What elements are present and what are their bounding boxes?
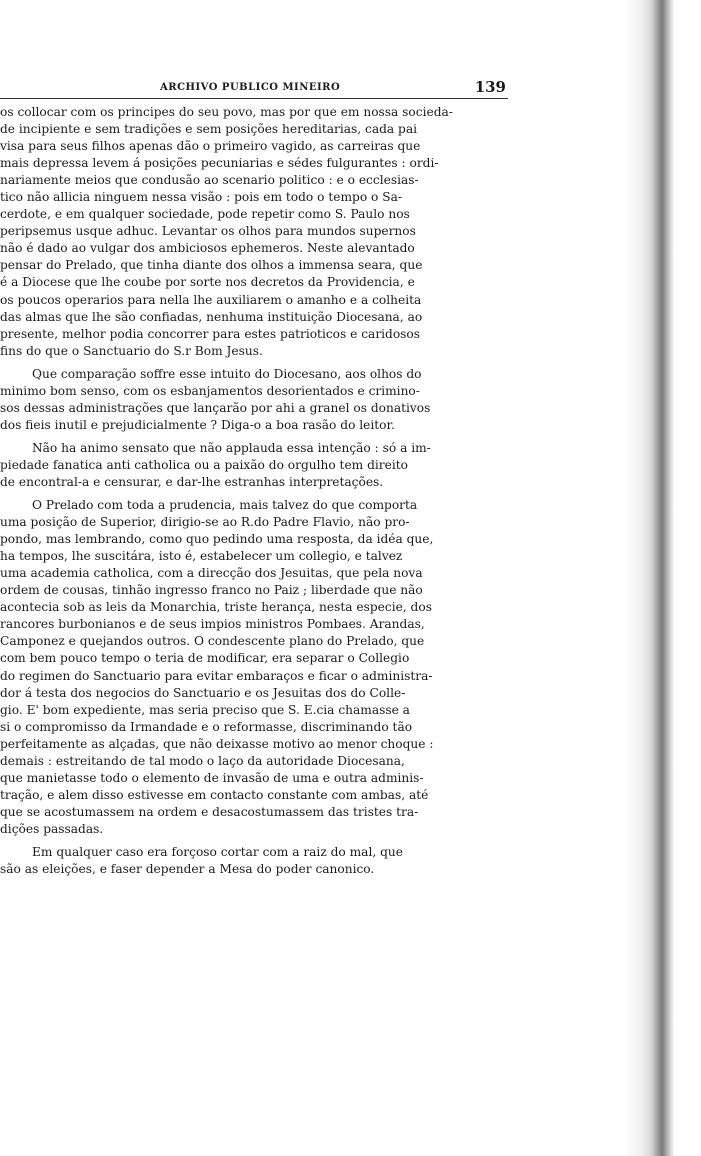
text-line: é a Diocese que lhe coube por sorte nos decretos da Providencia, e [0,275,415,290]
running-title: ARCHIVO PUBLICO MINEIRO [160,82,341,93]
paragraph [0,366,508,434]
text-line: uma posição de Superior, dirigio-se ao R.do Padre Flavio, não pro- [0,515,410,530]
text-line: Em qualquer caso era forçoso cortar com a raiz do mal, que [32,844,403,859]
text-line: gio. E' bom expediente, mas seria preciso que S. E.cia chamasse a [0,702,410,717]
text-line: sos dessas administrações que lançarão por ahi a granel os donativos [0,400,431,415]
text-line: fins do que o Sanctuario do S.r Bom Jesus. [0,343,263,358]
text-line: que se acostumassem na ordem e desacostumassem das tristes tra- [0,804,419,819]
paragraph [0,497,508,838]
text-line: Não ha animo sensato que não applauda essa intenção : só a im- [32,440,431,455]
text-line: presente, melhor podia concorrer para estes patrioticos e caridosos [0,326,421,341]
page-header [0,78,508,100]
text-line: ordem de cousas, tinhão ingresso franco no Paiz ; liberdade que não [0,583,423,598]
text-line: minimo bom senso, com os esbanjamentos desorientados e crimino- [0,383,420,398]
text-line: Camponez e quejandos outros. O condescente plano do Prelado, que [0,634,425,649]
text-line: dições passadas. [0,821,104,836]
body-text [0,104,508,878]
text-line: peripsemus usque adhuc. Levantar os olhos para mundos supernos [0,224,416,239]
page-number: 139 [474,78,506,96]
text-line: tico não allicia ninguem nessa visão : pois em todo o tempo o Sa- [0,190,402,205]
text-line: de encontral-a e censurar, e dar-lhe estranhas interpretações. [0,474,384,489]
text-line: de incipiente e sem tradições e sem posições hereditarias, cada pai [0,122,418,137]
text-line: si o compromisso da Irmandade e o reformasse, discriminando tão [0,719,413,734]
header-rule [0,98,508,99]
text-line: piedade fanatica anti catholica ou a paixão do orgulho tem direito [0,457,408,472]
text-line: ha tempos, lhe suscitára, isto é, estabelecer um collegio, e talvez [0,549,403,564]
text-line: do regimen do Sanctuario para evitar embaraços e ficar o administra- [0,668,433,683]
text-line: Que comparação soffre esse intuito do Diocesano, aos olhos do [32,366,422,381]
text-line: rancores burbonianos e de seus impios ministros Pombaes. Arandas, [0,617,425,632]
text-line: perfeitamente as alçadas, que não deixasse motivo ao menor choque : [0,736,434,751]
text-line: cerdote, e em qualquer sociedade, pode repetir como S. Paulo nos [0,207,410,222]
text-line: demais : estreitando de tal modo o laço da autoridade Diocesana, [0,753,405,768]
text-line: que manietasse todo o elemento de invasão de uma e outra adminis- [0,770,424,785]
text-line: acontecia sob as leis da Monarchia, triste herança, nesta especie, dos [0,600,432,615]
paragraph [0,844,508,878]
text-line: os poucos operarios para nella lhe auxiliarem o amanho e a colheita [0,292,422,307]
text-line: não é dado ao vulgar dos ambiciosos ephemeros. Neste alevantado [0,241,415,256]
text-line: uma academia catholica, com a direcção dos Jesuitas, que pela nova [0,566,423,581]
text-line: dor á testa dos negocios do Sanctuario e os Jesuitas dos do Colle- [0,685,406,700]
paragraph [0,104,508,360]
text-line: tração, e alem disso estivesse em contacto constante com ambas, até [0,787,429,802]
book-gutter-shadow [623,0,701,1156]
paragraph [0,440,508,491]
text-line: visa para seus filhos apenas dão o primeiro vagido, as carreiras que [0,139,421,154]
text-line: são as eleições, e faser depender a Mesa do poder canonico. [0,862,375,877]
text-line: das almas que lhe são confiadas, nenhuma instituição Diocesana, ao [0,309,423,324]
text-line: nariamente meios que condusão ao scenario politico : e o ecclesias- [0,173,419,188]
text-line: pondo, mas lembrando, como quo pedindo uma resposta, da idéa que, [0,532,434,547]
text-line: pensar do Prelado, que tinha diante dos olhos a immensa seara, que [0,258,423,273]
text-line: com bem pouco tempo o teria de modificar, era separar o Collegio [0,651,410,666]
text-line: mais depressa levem á posições pecuniarias e sédes fulgurantes : ordi- [0,156,439,171]
text-line: dos fieis inutil e prejudicialmente ? Diga-o a boa rasão do leitor. [0,417,395,432]
text-line: os collocar com os principes do seu povo, mas por que em nossa socieda- [0,105,453,119]
text-line: O Prelado com toda a prudencia, mais talvez do que comporta [32,498,418,513]
